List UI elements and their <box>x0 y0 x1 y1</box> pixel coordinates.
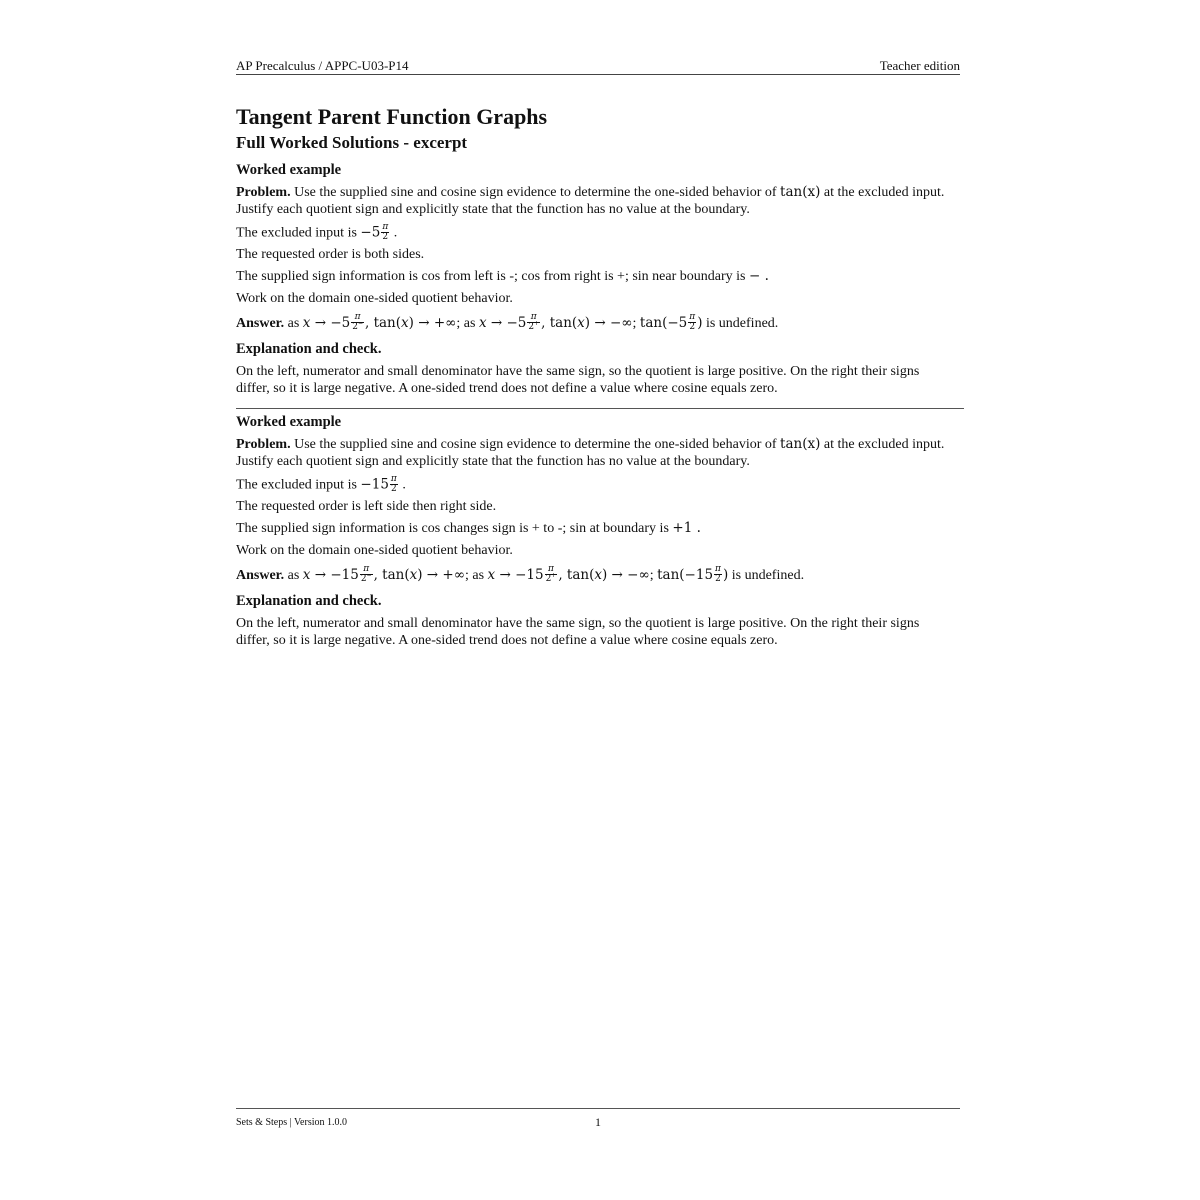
problem-text-a: Use the supplied sine and cosine sign evidence to determine the one-sided behavior of <box>290 185 781 200</box>
course-code: AP Precalculus / APPC-U03-P14 <box>236 58 409 73</box>
domain-line: Work on the domain one-sided quotient behavior. <box>236 291 513 306</box>
answer-label: Answer. <box>236 568 285 583</box>
domain-line: Work on the domain one-sided quotient behavior. <box>236 543 513 558</box>
running-footer <box>236 1108 960 1129</box>
excluded-coef: −15 <box>360 476 389 493</box>
problem-func: tan(x) <box>780 436 821 452</box>
excluded-prefix: The excluded input is <box>236 477 361 493</box>
running-header <box>236 58 960 75</box>
answer-coef-undef: −15 <box>684 567 714 583</box>
excluded-coef: −5 <box>360 224 381 241</box>
answer-coef-undef: −5 <box>667 315 688 331</box>
problem-statement <box>236 184 968 218</box>
footer-version: Sets & Steps | Version 1.0.0 <box>236 1117 347 1128</box>
right-limit: −∞ <box>609 315 633 331</box>
excluded-input-line: The excluded input is −5 $\frac{\pi}{2}$ . <box>236 222 398 242</box>
problem-label: Problem. <box>236 437 291 452</box>
answer-line: Answer. as x → −15 $\frac{\pi}{2^-}$ , tan(x) → +∞; as x → −15 $\frac{\pi}{2^+}$ , tan(x) → −∞; tan(−15 $\frac{\pi}{2}$ ) is undefined. <box>236 564 805 584</box>
pi-over-2-minus-fraction: $\frac{\pi}{2^-}$ <box>352 312 363 332</box>
pi-over-2-minus-fraction: $\frac{\pi}{2^-}$ <box>360 564 372 584</box>
problem-text-b: at the excluded input. Justify each quotient sign and explicitly state that the function has no value at the boundary. <box>236 185 945 217</box>
explanation-text: On the left, numerator and small denominator have the same sign, so the quotient is large positive. On the right their signs differ, so it is large negative. A one-sided trend does not define a value where cosine equals zero. <box>236 364 920 396</box>
excluded-input-line: The excluded input is −15 $\frac{\pi}{2}$ . <box>236 474 406 494</box>
answer-coef-right: −5 <box>506 315 527 331</box>
problem-text-b: at the excluded input. Justify each quotient sign and explicitly state that the function has no value at the boundary. <box>236 437 945 469</box>
undefined-text: is undefined. <box>728 568 805 583</box>
undefined-text: is undefined. <box>702 316 779 331</box>
order-line: The requested order is both sides. <box>236 247 425 262</box>
problem-statement <box>236 436 968 470</box>
left-limit: +∞ <box>442 567 465 583</box>
pi-over-2-plus-fraction: $\frac{\pi}{2^+}$ <box>528 312 540 332</box>
page-subtitle: Full Worked Solutions - excerpt <box>236 133 468 152</box>
example-heading: Worked example <box>236 414 342 430</box>
answer-label: Answer. <box>236 316 285 331</box>
problem-label: Problem. <box>236 185 291 200</box>
answer-coef-left: −15 <box>330 567 359 583</box>
section-divider <box>236 408 964 409</box>
pi-over-2-plus-fraction: $\frac{\pi}{2^+}$ <box>545 564 557 584</box>
pi-over-2-fraction: $\frac{\pi}{2}$ <box>382 222 389 242</box>
page-title: Tangent Parent Function Graphs <box>236 104 548 129</box>
sign-tail: − . <box>748 268 769 284</box>
answer-coef-right: −15 <box>515 567 544 583</box>
explanation-heading: Explanation and check. <box>236 341 382 357</box>
sign-line <box>236 268 769 285</box>
explanation-heading: Explanation and check. <box>236 593 382 609</box>
answer-coef-left: −5 <box>330 315 351 331</box>
sign-text: The supplied sign information is cos from left is -; cos from right is +; sin near boundary is <box>236 269 749 284</box>
explanation-text: On the left, numerator and small denominator have the same sign, so the quotient is large positive. On the right their signs differ, so it is large negative. A one-sided trend does not define a value where cosine equals zero. <box>236 616 920 648</box>
sign-tail: +1 . <box>672 520 701 536</box>
excluded-prefix: The excluded input is <box>236 225 361 241</box>
sign-text: The supplied sign information is cos changes sign is + to -; sin at boundary is <box>236 521 673 536</box>
edition-label: Teacher edition <box>879 58 960 73</box>
problem-func: tan(x) <box>780 184 821 200</box>
page-number: 1 <box>595 1115 601 1129</box>
example-heading: Worked example <box>236 162 342 178</box>
answer-line: Answer. as x → −5 $\frac{\pi}{2^-}$ , tan(x) → +∞; as x → −5 $\frac{\pi}{2^+}$ , tan(x) → −∞; tan(−5 $\frac{\pi}{2}$ ) is undefined. <box>236 312 779 332</box>
order-line: The requested order is left side then right side. <box>236 499 497 514</box>
problem-text-a: Use the supplied sine and cosine sign evidence to determine the one-sided behavior of <box>290 437 781 452</box>
pi-over-2-fraction: $\frac{\pi}{2}$ <box>390 474 397 494</box>
left-limit: +∞ <box>433 315 457 331</box>
sign-line <box>236 520 701 537</box>
right-limit: −∞ <box>627 567 650 583</box>
